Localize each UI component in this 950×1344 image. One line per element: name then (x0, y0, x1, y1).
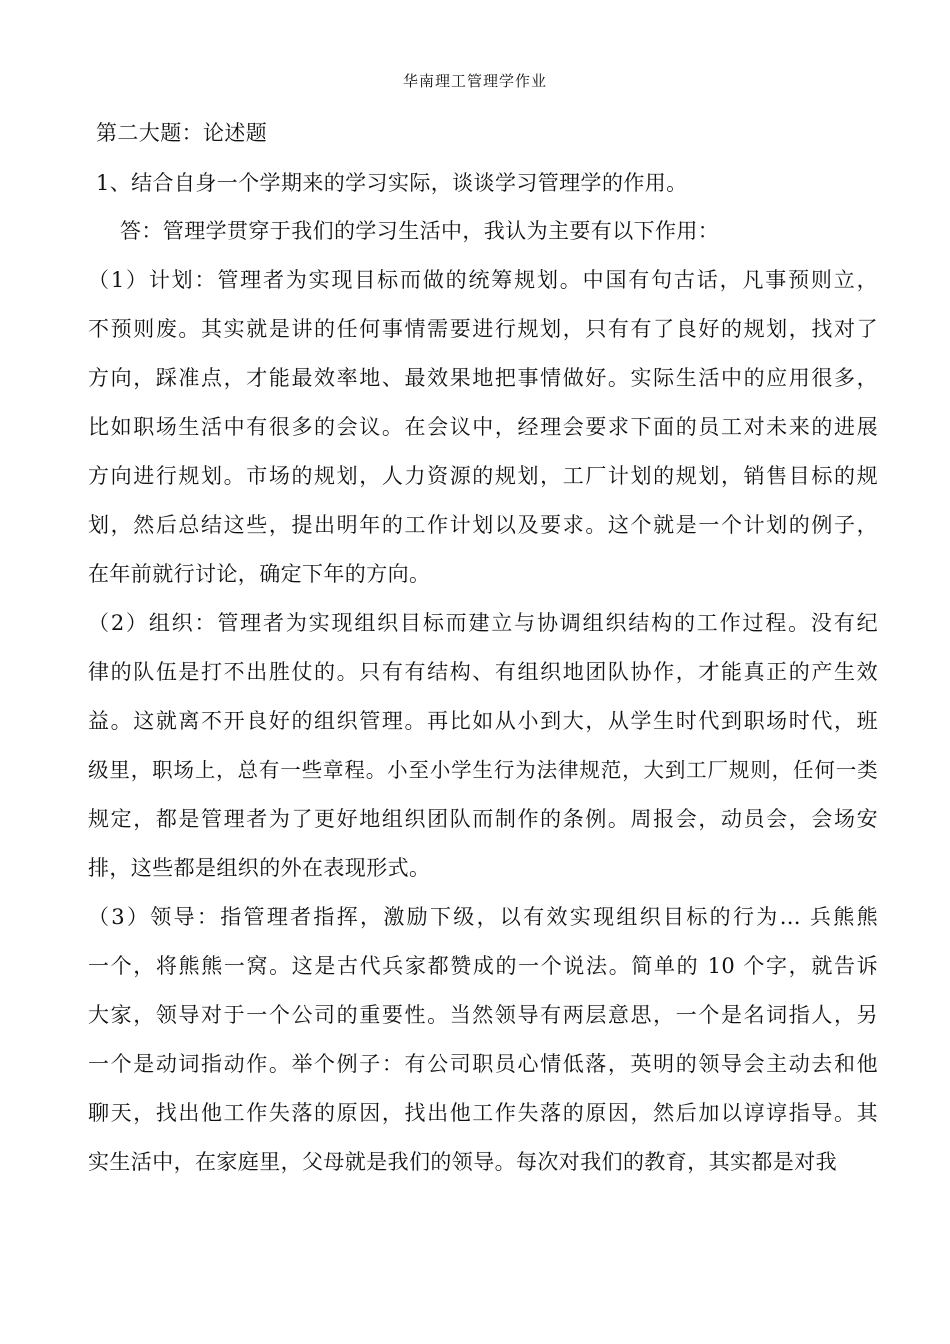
answer-intro: 答：管理学贯穿于我们的学习生活中，我认为主要有以下作用： (120, 219, 720, 243)
section-title: 第二大题：论述题 (96, 121, 268, 145)
paragraph-line: 方向进行规划。市场的规划，人力资源的规划，工厂计划的规划，销售目标的规 (88, 464, 878, 488)
paragraph-line: （3）领导：指管理者指挥，激励下级，以有效实现组织目标的行为… 兵熊熊 (88, 905, 878, 929)
page-header: 华南理工管理学作业 (402, 72, 547, 90)
paragraph-line: 律的队伍是打不出胜仗的。只有有结构、有组织地团队协作，才能真正的产生效 (88, 660, 878, 684)
paragraph-line: 比如职场生活中有很多的会议。在会议中，经理会要求下面的员工对未来的进展 (88, 415, 878, 439)
paragraph-line: 划，然后总结这些，提出明年的工作计划以及要求。这个就是一个计划的例子， (88, 513, 878, 537)
paragraph-line: 规定，都是管理者为了更好地组织团队而制作的条例。周报会，动员会，会场安 (88, 807, 878, 831)
paragraph-line: 不预则废。其实就是讲的任何事情需要进行规划，只有有了良好的规划，找对了 (88, 317, 878, 341)
paragraph-line: 一个是动词指动作。举个例子：有公司职员心情低落，英明的领导会主动去和他 (88, 1052, 878, 1076)
paragraph-line: 大家，领导对于一个公司的重要性。当然领导有两层意思，一个是名词指人，另 (88, 1003, 878, 1027)
paragraph-line: （2）组织：管理者为实现组织目标而建立与协调组织结构的工作过程。没有纪 (88, 611, 878, 635)
paragraph-line: 一个，将熊熊一窝。这是古代兵家都赞成的一个说法。简单的 10 个字，就告诉 (88, 954, 878, 978)
paragraph-line: （1）计划：管理者为实现目标而做的统筹规划。中国有句古话，凡事预则立， (88, 268, 878, 292)
paragraph-line: 级里，职场上，总有一些章程。小至小学生行为法律规范，大到工厂规则，任何一类 (88, 758, 878, 782)
paragraph-line: 聊天，找出他工作失落的原因，找出他工作失落的原因，然后加以谆谆指导。其 (88, 1101, 878, 1125)
paragraph-line: 方向，踩准点，才能最效率地、最效果地把事情做好。实际生活中的应用很多， (88, 366, 878, 390)
question-text: 1、结合自身一个学期来的学习实际，谈谈学习管理学的作用。 (96, 171, 688, 195)
paragraph-line: 在年前就行讨论，确定下年的方向。 (88, 562, 431, 586)
paragraph-line: 排，这些都是组织的外在表现形式。 (88, 856, 431, 880)
paragraph-line: 益。这就离不开良好的组织管理。再比如从小到大，从学生时代到职场时代，班 (88, 709, 878, 733)
paragraph-line: 实生活中，在家庭里，父母就是我们的领导。每次对我们的教育，其实都是对我 (88, 1150, 837, 1174)
